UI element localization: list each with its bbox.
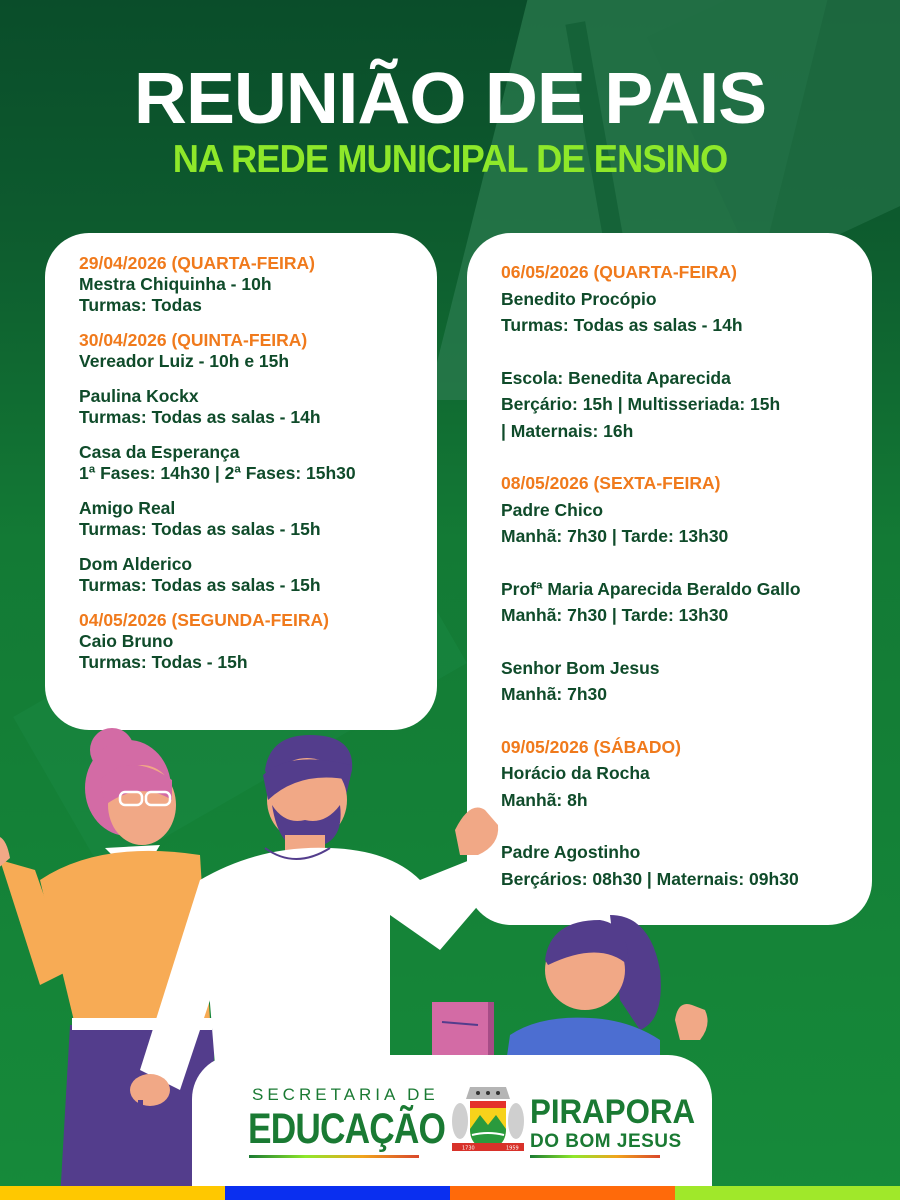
school-name: Paulina Kockx [79,386,199,406]
schedule-group [79,610,403,673]
school-item [79,498,403,540]
page-subtitle: NA REDE MUNICIPAL DE ENSINO [172,138,728,181]
school-detail: Turmas: Todas as salas - 15h [79,575,321,595]
school-detail: Turmas: Todas [79,295,202,315]
schedule-group [79,330,403,372]
school-detail: Berçários: 08h30 | Maternais: 09h30 [501,868,799,889]
page-title: REUNIÃO DE PAIS [133,59,767,139]
secretaria-label: SECRETARIA DE [252,1085,439,1104]
school-detail: Manhã: 7h30 [501,684,607,704]
school-name: Padre Chico [501,499,604,520]
schedule-group [79,253,403,316]
school-name: Dom Alderico [79,554,193,574]
school-name: Senhor Bom Jesus [501,657,660,678]
date-heading: 09/05/2026 (SÁBADO) [501,736,681,757]
school-name: Horácio da Rocha [501,763,650,783]
school-detail: Turmas: Todas - 15h [79,652,248,672]
date-heading: 30/04/2026 (QUINTA-FEIRA) [79,330,308,350]
footer-logos-panel [192,1055,712,1190]
svg-text:1959: 1959 [506,1145,519,1152]
date-heading: 04/05/2026 (SEGUNDA-FEIRA) [79,610,329,630]
school-item [501,365,838,445]
city-crest-icon [448,1083,528,1159]
school-name: Profª Maria Aparecida Beraldo Gallo [501,578,801,599]
svg-text:1730: 1730 [462,1145,475,1152]
secretaria-title: EDUCAÇÃO [248,1105,446,1153]
girl-figure-icon [432,915,708,1070]
schedule-group [501,470,838,550]
school-detail: Turmas: Todas as salas - 14h [501,315,743,335]
schedule-group [501,259,838,339]
logo-underline [530,1155,660,1158]
school-name: Vereador Luiz - 10h e 15h [79,351,290,371]
city-name: PIRAPORA [530,1093,696,1131]
school-name: Casa da Esperança [79,442,240,462]
school-detail: 1ª Fases: 14h30 | 2ª Fases: 15h30 [79,463,356,483]
school-name: Escola: Benedita Aparecida [501,367,731,388]
color-stripe-lime [675,1186,900,1200]
school-item [79,554,403,596]
color-stripe-yellow [0,1186,225,1200]
school-detail: Manhã: 8h [501,789,588,810]
school-name: Mestra Chiquinha - 10h [79,274,272,294]
city-subtitle: DO BOM JESUS [530,1131,682,1152]
school-name: Benedito Procópio [501,288,657,309]
schedule-card-left [45,233,437,730]
date-heading: 08/05/2026 (SEXTA-FEIRA) [501,473,721,493]
school-detail: Manhã: 7h30 | Tarde: 13h30 [501,605,729,625]
date-heading: 06/05/2026 (QUARTA-FEIRA) [501,262,737,282]
school-detail: Manhã: 7h30 | Tarde: 13h30 [501,526,729,546]
school-name: Padre Agostinho [501,842,641,862]
school-detail: | Maternais: 16h [501,420,634,441]
school-name: Caio Bruno [79,631,174,651]
school-item [79,386,403,428]
color-stripe-orange [450,1186,675,1200]
school-detail: Berçário: 15h | Multisseriada: 15h [501,394,781,414]
school-item [79,442,403,484]
color-stripe-blue [225,1186,450,1200]
school-detail: Turmas: Todas as salas - 15h [79,519,321,539]
school-item [501,655,838,708]
school-name: Amigo Real [79,498,176,518]
date-heading: 29/04/2026 (QUARTA-FEIRA) [79,253,315,273]
school-item [501,576,838,629]
logo-underline [249,1155,419,1158]
school-detail: Turmas: Todas as salas - 14h [79,407,321,427]
